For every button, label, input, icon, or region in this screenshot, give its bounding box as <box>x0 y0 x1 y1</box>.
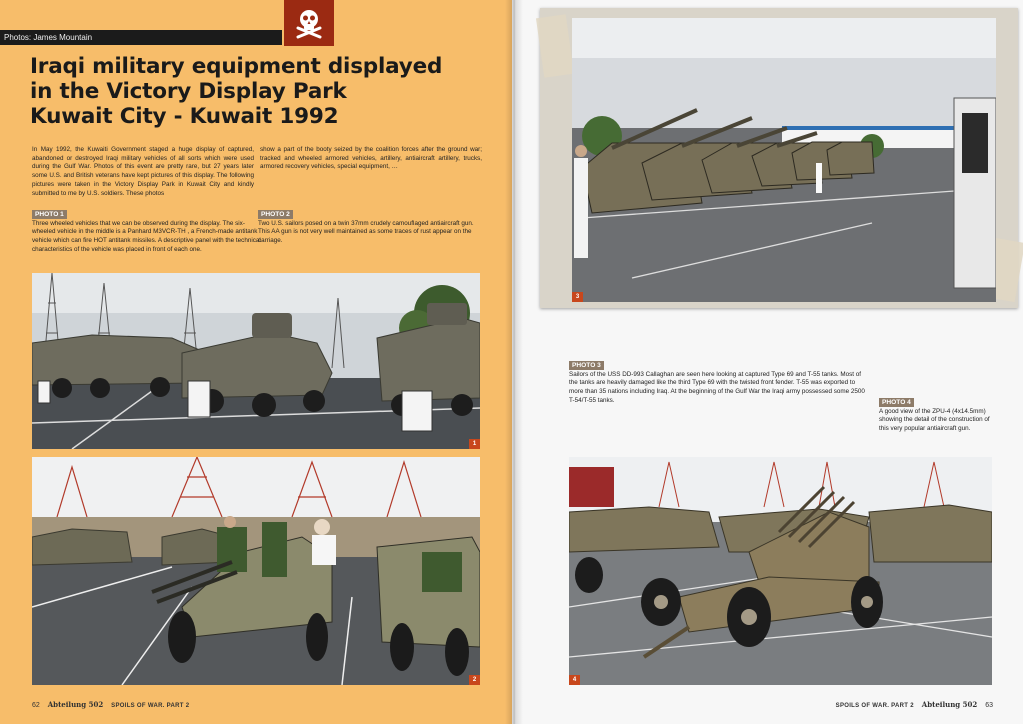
title-line-3: Kuwait City - Kuwait 1992 <box>30 104 339 129</box>
caption-text: A good view of the ZPU-4 (4x14.5mm) showing the detail of the construction of this very popular antiaircraft gun. <box>879 407 990 433</box>
title-line-2: in the Victory Display Park <box>30 79 347 104</box>
brand-left: Abteilung 502 <box>47 700 104 709</box>
folio-right <box>836 700 993 709</box>
photo-number-2: 2 <box>469 675 480 685</box>
photo-number-3: 3 <box>572 292 583 302</box>
folio-left <box>32 700 189 709</box>
photo-number-1: 1 <box>469 439 480 449</box>
skull-and-crossbones-icon <box>292 6 326 40</box>
page-number-right: 63 <box>985 702 993 709</box>
photo-2-aa-gun <box>32 457 480 685</box>
photo-4-image <box>569 457 992 685</box>
title-line-1: Iraqi military equipment displayed <box>30 54 443 79</box>
caption-text: Sailors of the USS DD-993 Callaghan are seen here looking at captured Type 69 and T-55 tanks. Most of the tanks are heavily damaged like the third Type 69 with the twisted front fender. T-55 was exported to more than 35 nations including Iraq. At the beginning of the Gulf War the Iraqi army possessed some 2500 T-54/T-55 tanks. <box>569 370 865 404</box>
caption-photo-2 <box>258 210 478 246</box>
caption-label: PHOTO 2 <box>258 210 293 219</box>
page-gutter <box>505 0 523 724</box>
intro-column-1: In May 1992, the Kuwaiti Government staged a huge display of captured, abandoned or destroyed Iraqi military vehicles of all sorts which were used during the Gulf War. Photos of this event are pretty rare, but 27 years later some U.S. and British veterans have kept pictures of this display. The following pictures were taken in the Victory Display Park in Kuwait City and kindly submitted to me by U.S. soldiers. These photos <box>32 146 254 197</box>
caption-label: PHOTO 1 <box>32 210 67 219</box>
brand-right: Abteilung 502 <box>921 700 978 709</box>
caption-label: PHOTO 4 <box>879 398 914 407</box>
caption-text: Three wheeled vehicles that we can be observed during the display. The six-wheeled vehicle in the middle is a Panhard M3VCR-TH , a French-made antitank vehicle which can fire HOT antitank missiles. A descriptive panel with the technical characteristics of the vehicle was placed in front of each one. <box>32 219 261 253</box>
section-right: SPOILS OF WAR. PART 2 <box>835 703 914 709</box>
caption-photo-1 <box>32 210 262 255</box>
article-title <box>30 54 480 129</box>
skull-badge <box>284 0 334 46</box>
photo-1-image <box>32 273 480 449</box>
caption-photo-3 <box>569 361 869 406</box>
caption-text: Two U.S. sailors posed on a twin 37mm crudely camouflaged antiaircraft gun. This AA gun is not very well maintained as some traces of rust appear on the carriage. <box>258 219 474 245</box>
intro-column-2: show a part of the booty seized by the coalition forces after the ground war; tracked and wheeled armored vehicles, artillery, antiaircraft artillery, trucks, armored recovery vehicles, special equipment, … <box>260 146 482 171</box>
caption-photo-4 <box>879 398 999 434</box>
caption-label: PHOTO 3 <box>569 361 604 370</box>
photo-3-image <box>572 18 996 302</box>
page-number-left: 62 <box>32 702 40 709</box>
section-left: SPOILS OF WAR. PART 2 <box>111 703 190 709</box>
photos-credit: Photos: James Mountain <box>0 30 282 45</box>
photo-4-zpu4 <box>569 457 992 685</box>
photo-1-armored-vehicles <box>32 273 480 449</box>
photo-2-image <box>32 457 480 685</box>
photo-3-tanks <box>572 18 996 302</box>
photo-number-4: 4 <box>569 675 580 685</box>
